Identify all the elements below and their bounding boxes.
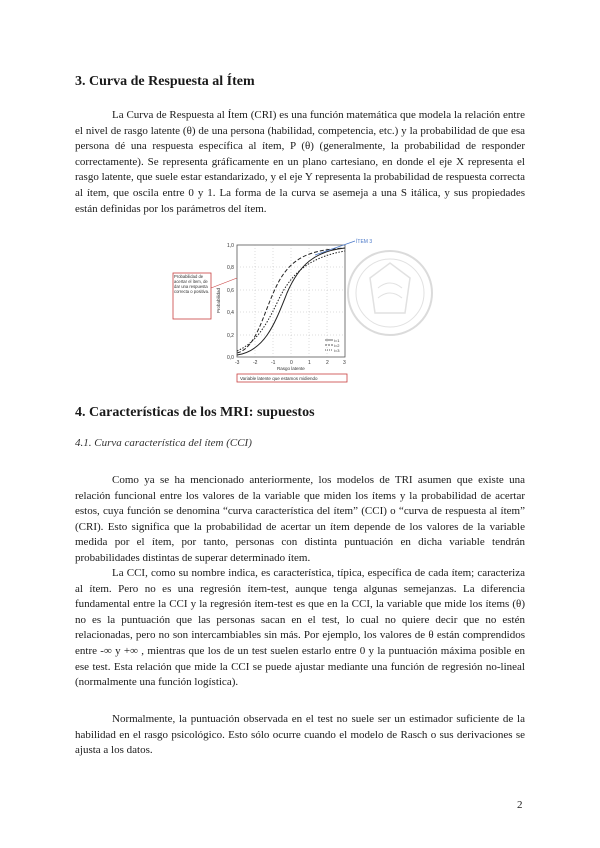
y-axis-label: Probabilidad [216, 287, 221, 313]
section-4-heading: 4. Características de los MRI: supuestos [75, 405, 315, 420]
section-4-paragraph-2: La CCI, como su nombre indica, es característica, típica, específica de cada ítem; caracteriza al ítem. Pero no es una regresión ítem-test, aunque tenga algunas semejanzas. La diferencia fundamental entre la CCI y la regresión ítem-test es que en la CCI, la variable que mide los ítems (θ) no es la puntuación que las personas sacan en el test, lo cual no quiere decir que no estén relacionadas, pero no son intercambiables sin más. Por ejemplo, los valores de θ están comprendidos entre -∞ y +∞ , mientras que los de un test suelen estarlo entre 0 y la puntuación máxima posible en ese test. Esta relación que mide la CCI se puede ajustar mediante una función de regresión no-lineal (normalmente una función logística). [75, 567, 525, 689]
section-4-paragraph-1: Como ya se ha mencionado anteriormente, los modelos de TRI asumen que existe una relación funcional entre los valores de la variable que miden los ítems y la probabilidad de acertar estos, cuya función se denomina “curva característica del ítem” (CCI) o “curva de respuesta al ítem” (CRI). Esto significa que la probabilidad de acertar un ítem depende de los valores de la variable medida por el ítem, por tanto, personas con distinta puntuación en dicha variable tendrán probabilidades distintas de superar determinado ítem. [75, 474, 525, 564]
section-3-heading: 3. Curva de Respuesta al Ítem [75, 74, 255, 89]
y-tick-labels [227, 243, 234, 361]
x-tick: -1 [271, 360, 276, 366]
section-4-1-subheading: 4.1. Curva característica del ítem (CCI) [75, 437, 252, 449]
latent-variable-callout: Variable latente que estamos midiendo [240, 376, 318, 381]
page-number: 2 [517, 799, 523, 811]
x-tick: -3 [235, 360, 240, 366]
university-seal-watermark [348, 251, 432, 335]
y-tick: 0,6 [227, 288, 234, 294]
item-response-curve-figure [165, 233, 435, 383]
y-tick: 0,4 [227, 310, 234, 316]
section-4-paragraph-3: Normalmente, la puntuación observada en el test no suele ser un estimador suficiente de la habilidad en el rasgo psicológico. Esto sólo ocurre cuando el modelo de Rasch o sus derivaciones se ajusta a los datos. [75, 713, 525, 757]
y-tick: 0,2 [227, 333, 234, 339]
callout-connector [211, 278, 237, 288]
legend-entry: i=3 [334, 348, 340, 353]
probability-callout-text: Probabilidad de acertar el ítem, de dar una respuesta correcta o positiva. [174, 274, 210, 294]
section-3-paragraph: La Curva de Respuesta al Ítem (CRI) es una función matemática que modela la relación entre el nivel de rasgo latente (θ) de una persona (habilidad, competencia, etc.) y la probabilidad de que esa persona dé una respuesta específica al ítem, P (θ) (generalmente, la probabilidad de responder correctamente). Se representa gráficamente en un plano cartesiano, en donde el eje X representa el rasgo latente, que suele estar estandarizado, y el eje Y representa la probabilidad de respuesta correcta al ítem, que oscila entre 0 y 1. La forma de la curva se asemeja a una S itálica, y sus propiedades están definidas por los parámetros del ítem. [75, 109, 525, 215]
legend-entry: i=1 [334, 338, 340, 343]
item-3-label: ÍTEM 3 [356, 239, 373, 245]
y-tick: 0,8 [227, 265, 234, 271]
y-tick: 1,0 [227, 243, 234, 249]
x-axis-label: Rasgo latente [277, 366, 305, 371]
legend-entry: i=2 [334, 343, 340, 348]
x-tick: 2 [326, 360, 329, 366]
x-tick: 0 [290, 360, 293, 366]
x-tick: 1 [308, 360, 311, 366]
x-tick: -2 [253, 360, 258, 366]
figure-svg [165, 233, 435, 383]
y-tick: 0,0 [227, 355, 234, 361]
x-tick: 3 [343, 360, 346, 366]
probability-callout [174, 274, 210, 318]
